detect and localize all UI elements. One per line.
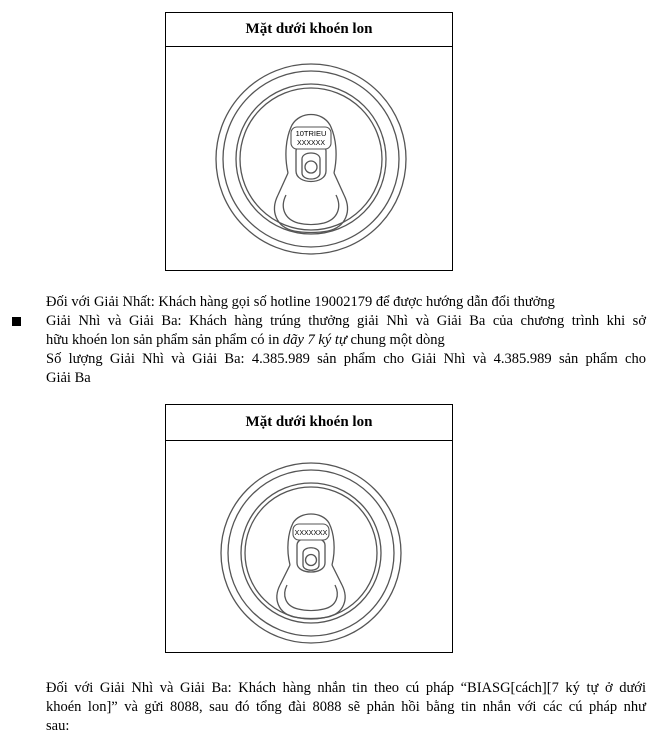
can-lid-illustration — [166, 47, 454, 271]
paragraph-line: Số lượng Giải Nhì và Giải Ba: 4.385.989 sản phẩm cho Giải Nhì và 4.385.989 sản phẩm cho — [46, 351, 646, 367]
paragraph-line — [46, 331, 646, 350]
paragraph-line: Giải Ba — [46, 370, 91, 386]
paragraph-line: Đối với Giải Nhì và Giải Ba: Khách hàng nhắn tin theo cú pháp “BIASG[cách][7 ký tự ở dưới — [46, 680, 646, 696]
text-span: chung một dòng — [346, 332, 445, 348]
paragraph-line: khoén lon]” và gửi 8088, sau đó tổng đài 8088 sẽ phản hồi bằng tin nhắn với các cú pháp như — [46, 699, 646, 715]
figure-can-bottom-1 — [165, 12, 453, 271]
tab-code: XXXXXXX — [294, 530, 328, 537]
paragraph-first-prize: Đối với Giải Nhất: Khách hàng gọi số hotline 19002179 để được hướng dẫn đổi thưởng — [46, 294, 555, 310]
tab-code-line1: 10TRIEU — [295, 129, 327, 138]
figure-can-bottom-2 — [165, 404, 453, 653]
paragraph-second-third-prize — [46, 312, 646, 388]
paragraph-instructions — [46, 679, 646, 736]
tab-code-line2: XXXXXX — [296, 140, 326, 147]
figure-title: Mặt dưới khoén lon — [166, 13, 452, 47]
can-lid-illustration — [166, 441, 454, 653]
paragraph-line: Giải Nhì và Giải Ba: Khách hàng trúng thưởng giải Nhì và Giải Ba của chương trình khi sở — [46, 313, 646, 329]
text-span: hữu khoén lon sản phẩm sản phẩm có in — [46, 332, 283, 348]
bullet-marker — [12, 317, 21, 326]
figure-title: Mặt dưới khoén lon — [166, 405, 452, 441]
italic-span: dãy 7 ký tự — [283, 332, 347, 348]
paragraph-line: sau: — [46, 718, 70, 734]
